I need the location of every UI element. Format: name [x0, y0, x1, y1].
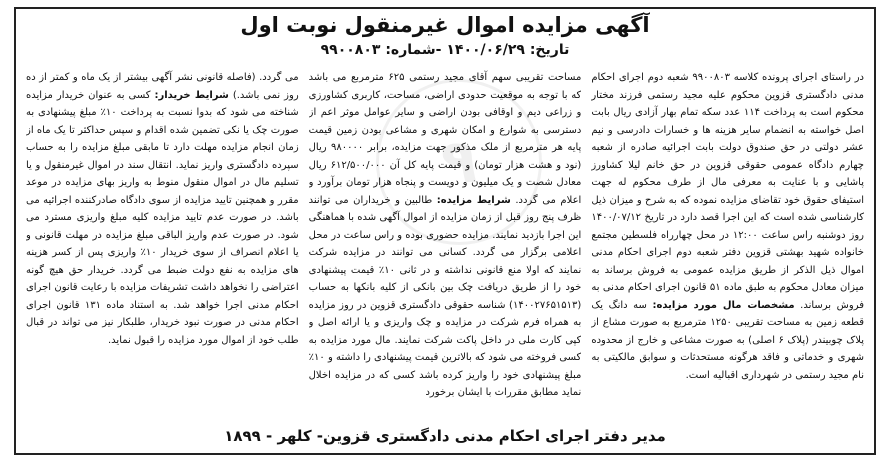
column-2-subhead: شرایط مزایده:: [436, 194, 511, 206]
column-2-text: مساحت تقریبی سهم آقای مجید رستمی ۶۲۵ مترمربع می باشد که با توجه به موقعیت حدودی اراضی، مساحت، کاربری کشاورزی و زراعی دیم و اوقافی بودن اراضی و سایر عوامل موثر اعم از دسترسی به شوارع و امکان شهری و مشاعی بودن زمین قیمت پایه هر مترمربع از ملک مذکور جهت مزایده، برابر ۹۸۰۰۰۰ ریال (نود و هشت هزار تومان) و قیمت پایه کل آن ۶۱۲/۵۰۰/۰۰۰ ریال معادل شصت و یک میلیون و دویست و پنجاه هزار تومان برآورد و اعلام می گردد.: [308, 72, 582, 206]
advertisement-frame: [14, 7, 876, 455]
column-3-subhead: شرایط خریدار:: [154, 89, 229, 101]
column-2-tail: طالبین و خریداران می توانند ظرف پنج روز قبل از زمان مزایده از اموال آگهی شده با هماهنگی این اجرا بازدید نمایند. مزایده حضوری بوده و راس ساعت در محل اعلامی برگزار می گردد. کسانی می توانند در مزایده شرکت نمایند که اولا منع قانونی نداشته و در ثانی ۱۰٪ قیمت پیشنهادی خود را از طریق دریافت چک بین بانکی از کلیه بانکها به حساب (۱۴۰۰۲۷۶۵۱۵۱۳) شناسه حقوقی دادگستری قزوین در روز مزایده به همراه فرم شرکت در مزایده و چک واریزی و یا ارائه اصل و کپی کارت ملی در داخل پاکت شرکت نمایند. مال مورد مزایده به کسی فروخته می شود که بالاترین قیمت پیشنهادی را داشته و ۱۰٪ مبلغ پیشنهادی خود را واریز کرده باشد کسی که در مزایده اخلال نماید مطابق مقررات با ایشان برخورد: [308, 194, 582, 398]
ad-body: [26, 69, 864, 419]
column-3-text: می گردد. (فاصله قانونی نشر آگهی بیشتر از یک ماه و کمتر از ده روز نمی باشد.): [25, 72, 299, 101]
watermark-stamp: ۹: [376, 79, 542, 245]
ad-date-number: تاریخ: ۱۴۰۰/۰۶/۲۹ -شماره: ۹۹۰۰۸۰۳: [320, 42, 570, 58]
column-1-text: در راستای اجرای پرونده کلاسه ۹۹۰۰۸۰۳ شعبه دوم اجرای احکام مدنی دادگستری قزوین محکوم علیه مجید رستمی فرزند مختار محکوم است به پرداخت ۱۱۴ عدد سکه تمام بهار آزادی ریال بابت اصل خواسته به انضمام سایر هزینه ها و خسارات دادرسی و نیم عشر دولتی در حق صندوق دولت بابت اجرائیه صادره از شعبه چهارم دادگاه عمومی حقوقی قزوین در حق خانم لیلا کشاورز پاشایی و با عنایت به معرفی مال از طرف محکوم له جهت استیفای حقوق خود تقاضای مزایده نموده که به شرح و میزان ذیل کارشناسی شده است که این اجرا قصد دارد در تاریخ ۱۴۰۰/۰۷/۱۲ روز دوشنبه راس ساعت ۱۲:۰۰ در محل چهارراه فلسطین مجتمع خانواده شهید بهشتی قزوین دفتر شعبه دوم اجرای احکام مدنی اموال ذیل الذکر از طریق مزایده عمومی به فروش برساند به میزان معادل محکوم به طبق ماده ۵۱ قانون اجرای احکام مدنی به فروش برساند.: [591, 72, 864, 311]
column-1-tail: سه دانگ یک قطعه زمین به مساحت تقریبی ۱۲۵۰ مترمربع به صورت مشاع از پلاک چوبیندر (پلاک ۶ اصلی) به صورت مشاعی و خارج از محدوده شهری و خدماتی و فاقد هرگونه مستحدثات و سوابق مالکیتی به نام مجید رستمی در شهرداری اقبالیه است.: [591, 299, 864, 381]
column-1-subhead: مشخصات مال مورد مزایده:: [652, 299, 795, 311]
column-2: [309, 69, 582, 419]
ad-title: آگهی مزایده اموال غیرمنقول نوبت اول: [240, 13, 650, 37]
column-3: [26, 69, 299, 419]
column-3-tail: کسی به عنوان خریدار مزایده شناخته می شود که بدوا نسبت به پرداخت ۱۰٪ مبلغ پیشنهادی به صورت چک یا نکی تضمین شده اقدام و سپس حداکثر تا یک ماه از زمان انجام مزایده مهلت دارد تا مابقی مبلغ مزایده را به حساب سپرده دادگستری واریز نماید. انتقال سند در اموال غیرمنقول و یا تسلیم مال در اموال منقول منوط به واریز بهای مزایده در موعد مقرر و همچنین تایید مزایده از سوی دادگاه صادرکننده اجرائیه می باشد. در صورت عدم تایید مزایده کلیه مبلغ واریزی مسترد می شود. در صورت عدم واریز الباقی مبلغ مزایده در مهلت قانونی و یا اعلام انصراف از سوی خریدار ۱۰٪ واریزی پس از کسر هزینه های مزایده به نفع دولت ضبط می گردد. خریدار حق هیچ گونه اعتراضی را نخواهد داشت تشریفات مزایده با رعایت قانون اجرای احکام مدنی اجرا خواهد شد. به استناد ماده ۱۳۱ قانون اجرای احکام مدنی در صورت نبود خریدار، طلبکار نیز می تواند در قبال طلب خود از اموال مورد مزایده را قبول نماید.: [25, 89, 299, 346]
column-1: [591, 69, 864, 419]
ad-footer-signature: مدیر دفتر اجرای احکام مدنی دادگستری قزوین- کلهر - ۱۸۹۹: [224, 427, 666, 445]
